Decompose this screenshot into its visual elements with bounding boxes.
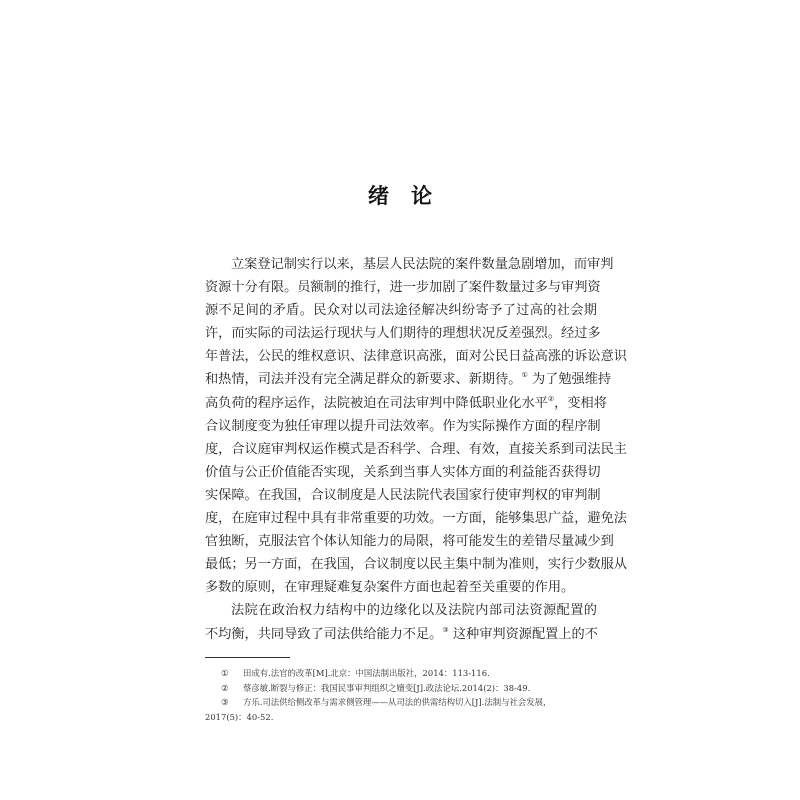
body-text [205,253,627,646]
paragraph-line: 源不足间的矛盾。民众对以司法途径解决纠纷寄予了过高的社会期 [205,303,597,319]
paragraph-line [205,368,612,391]
paragraph-line: 度，合议庭审判权运作模式是否科学、合理、有效，直接关系到司法民主 [205,441,627,457]
paragraph-line: 实保障。在我国，合议制度是人民法院代表国家行使审判权的审判制 [205,487,601,503]
footnote-number: ③ [221,697,229,707]
footnote-number: ① [221,668,229,678]
footnote-number: ② [221,682,229,693]
paragraph-line: 年普法，公民的维权意识、法律意识高涨，面对公民日益高涨的诉讼意识 [205,349,627,365]
paragraph-line: 法院在政治权力结构中的边缘化以及法院内部司法资源配置的 [231,603,597,619]
footnote-item [205,666,597,681]
paragraph-line: 许，而实际的司法运行现状与人们期待的理想状况反差强烈。经过多 [205,326,601,342]
paragraph-line: 价值与公正价值能否实现，关系到当事人实体方面的利益能否获得切 [205,464,601,480]
footnote-text: 田成有.法官的改革[M].北京：中国法制出版社，2014：113-116. [243,668,490,678]
footnote-text: 蔡彦敏.断裂与修正：我国民事审判组织之嬗变[J].政法论坛.2014(2)：38-49. [243,682,531,693]
line-text: ，变相将 [554,395,607,411]
footnote-text: 方乐.司法供给侧改革与需求侧管理——从司法的供需结构切入[J].法制与社会发展， [243,697,552,707]
paragraph-line: 最低；另一方面，在我国，合议制度以民主集中制为准则，实行少数服从 [205,557,627,573]
footnote-ref-1: ① [521,371,528,380]
paragraph-line: 度，在庭审过程中具有非常重要的功效。一方面，能够集思广益，避免法 [205,511,627,527]
line-text: 不均衡，共同导致了司法供给能力不足。 [205,626,443,642]
footnote-ref-3: ③ [442,625,449,634]
footnote-ref-2: ② [547,394,555,403]
footnote-divider [205,657,290,658]
footnote-item [205,695,597,710]
footnote-item [205,681,597,696]
line-text: 为了勉强维持 [531,372,612,388]
paragraph-line: 合议制度变为独任审理以提升司法效率。作为实际操作方面的程序制 [205,418,601,434]
line-text: 和热情，司法并没有完全满足群众的新要求、新期待。 [205,372,522,388]
line-text: 高负荷的程序运作，法院被迫在司法审判中降低职业化水平 [205,395,548,411]
paragraph-line: 官独断，克服法官个体认知能力的局限，将可能发生的差错尽量减少到 [205,534,614,550]
paragraph-line: 立案登记制实行以来，基层人民法院的案件数量急剧增加，而审判 [231,257,614,272]
chapter-title: 绪论 [368,183,454,208]
paragraph-line [205,392,607,415]
paragraph-line: 资源十分有限。员额制的推行，进一步加剧了案件数量过多与审判资 [205,280,601,296]
line-text: 这种审判资源配置上的不 [452,626,598,642]
paragraph-line [205,623,597,646]
footnotes [205,666,597,724]
footnote-continuation: 2017(5)：40-52. [205,711,274,722]
paragraph-line: 多数的原则，在审理疑难复杂案件方面也起着至关重要的作用。 [205,580,575,596]
